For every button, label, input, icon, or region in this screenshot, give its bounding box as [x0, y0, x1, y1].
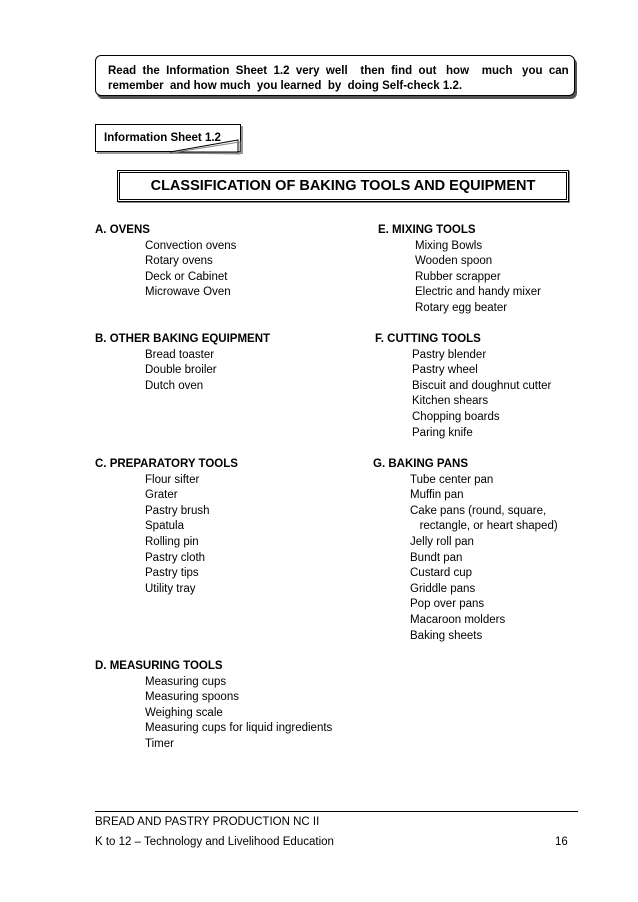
- section-heading: C. PREPARATORY TOOLS: [95, 458, 238, 470]
- instruction-line-2: remember and how much you learned by doing Self-check 1.2.: [108, 80, 463, 92]
- list-item: Rubber scrapper: [415, 270, 501, 283]
- item-list: [95, 675, 332, 753]
- page-number: 16: [555, 836, 568, 848]
- list-item: Custard cup: [410, 567, 473, 580]
- item-list: [375, 348, 551, 442]
- list-item: Rotary egg beater: [415, 301, 508, 314]
- list-item: Bread toaster: [145, 348, 215, 361]
- section-measuring-tools: [95, 659, 332, 753]
- list-item: Tube center pan: [410, 473, 494, 486]
- section-mixing-tools: [378, 223, 541, 317]
- list-item: Grater: [145, 489, 178, 502]
- section-other-baking-equipment: [95, 332, 270, 394]
- list-item: Weighing scale: [145, 706, 223, 719]
- list-item: Cake pans (round, square,: [410, 504, 547, 517]
- list-item: Double broiler: [145, 364, 217, 377]
- instruction-line-1: Read the Information Sheet 1.2 very well then find out how much you can: [108, 65, 569, 77]
- list-item: Pastry brush: [145, 504, 210, 517]
- list-item: Biscuit and doughnut cutter: [412, 379, 552, 392]
- list-item: rectangle, or heart shaped): [410, 520, 558, 533]
- section-preparatory-tools: [95, 457, 238, 597]
- list-item: Spatula: [145, 520, 185, 533]
- list-item: Measuring spoons: [145, 691, 239, 704]
- section-heading: D. MEASURING TOOLS: [95, 660, 223, 672]
- list-item: Pastry cloth: [145, 551, 206, 564]
- list-item: Pop over pans: [410, 598, 485, 611]
- section-ovens: [95, 223, 236, 301]
- list-item: Rotary ovens: [145, 255, 213, 268]
- list-item: Electric and handy mixer: [415, 286, 541, 299]
- list-item: Paring knife: [412, 426, 473, 439]
- list-item: Flour sifter: [145, 473, 200, 486]
- list-item: Utility tray: [145, 582, 196, 595]
- list-item: Convection ovens: [145, 239, 237, 252]
- list-item: Pastry blender: [412, 348, 487, 361]
- section-baking-pans: [373, 457, 558, 644]
- list-item: Griddle pans: [410, 582, 476, 595]
- footer-course-title: BREAD AND PASTRY PRODUCTION NC II: [95, 816, 320, 828]
- list-item: Bundt pan: [410, 551, 463, 564]
- item-list: [95, 473, 238, 598]
- list-item: Measuring cups for liquid ingredients: [145, 722, 333, 735]
- list-item: Chopping boards: [412, 410, 500, 423]
- information-sheet-label: Information Sheet 1.2: [104, 132, 221, 144]
- section-cutting-tools: [375, 332, 551, 441]
- list-item: Jelly roll pan: [410, 535, 474, 548]
- instruction-box: [95, 55, 575, 96]
- list-item: Mixing Bowls: [415, 239, 483, 252]
- list-item: Baking sheets: [410, 629, 483, 642]
- list-item: Rolling pin: [145, 535, 199, 548]
- item-list: [95, 348, 270, 395]
- list-item: Macaroon molders: [410, 613, 506, 626]
- list-item: Kitchen shears: [412, 395, 489, 408]
- list-item: Microwave Oven: [145, 286, 231, 299]
- list-item: Wooden spoon: [415, 255, 493, 268]
- list-item: Measuring cups: [145, 675, 227, 688]
- list-item: Timer: [145, 737, 174, 750]
- list-item: Dutch oven: [145, 379, 204, 392]
- section-heading: F. CUTTING TOOLS: [375, 333, 481, 345]
- list-item: Pastry tips: [145, 567, 199, 580]
- list-item: Deck or Cabinet: [145, 270, 228, 283]
- footer-program: K to 12 – Technology and Livelihood Education: [95, 836, 334, 848]
- item-list: [373, 473, 558, 645]
- title-text: CLASSIFICATION OF BAKING TOOLS AND EQUIPMENT: [150, 178, 536, 194]
- list-item: Pastry wheel: [412, 364, 478, 377]
- item-list: [95, 239, 236, 301]
- section-heading: A. OVENS: [95, 224, 150, 236]
- item-list: [378, 239, 541, 317]
- page-title: [117, 170, 569, 202]
- section-heading: E. MIXING TOOLS: [378, 224, 476, 236]
- footer-divider: [95, 811, 578, 812]
- section-heading: B. OTHER BAKING EQUIPMENT: [95, 333, 271, 345]
- list-item: Muffin pan: [410, 489, 464, 502]
- callout-pointer-icon: [168, 138, 248, 158]
- section-heading: G. BAKING PANS: [373, 458, 468, 470]
